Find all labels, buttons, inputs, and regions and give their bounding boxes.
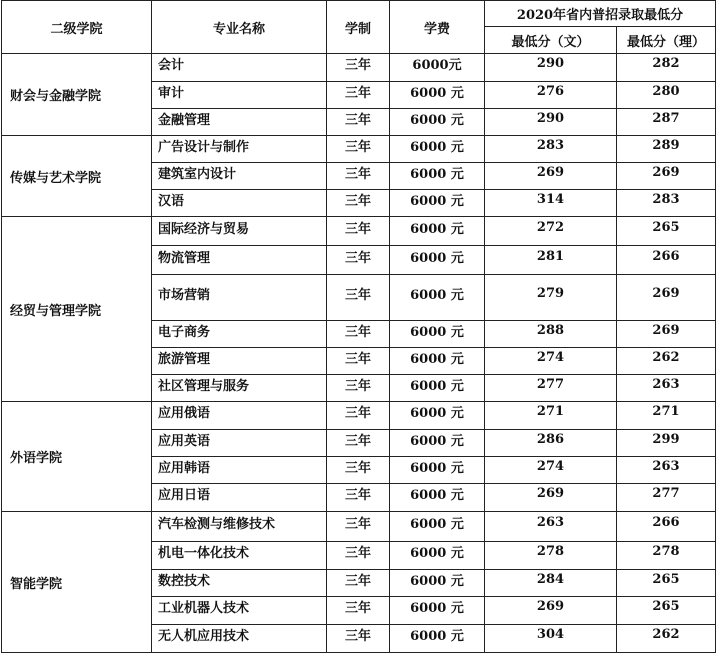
fee-cell-cell [390,246,485,275]
min-score-wen: 279 [536,286,565,301]
min-score-wen: 283 [536,137,565,153]
fee-cell: 6000 元 [410,601,464,616]
min-score-wen-cell [485,217,617,246]
years-cell-cell [327,402,390,430]
years-cell-cell [327,542,390,570]
min-score-wen-cell [485,512,617,542]
major-name-cell [152,457,327,484]
fee-cell-cell [390,430,485,457]
fee-cell-cell [390,217,485,246]
years-cell: 三年 [344,378,371,394]
major-name: 工业机器人技术 [158,601,250,616]
fee-cell-cell [390,348,485,375]
min-score-li: 283 [652,191,680,207]
fee-cell-cell [390,570,485,597]
years-cell-cell [327,136,390,163]
min-score-li-cell [617,484,716,512]
min-score-li: 269 [652,164,680,180]
header-college: 二级学院 [2,1,152,54]
fee-cell: 6000 元 [410,250,464,266]
major-name: 无人机应用技术 [158,629,250,644]
min-score-wen: 281 [536,248,565,264]
min-score-li-cell [617,163,716,190]
fee-cell: 6000 元 [410,139,464,155]
min-score-wen-cell [485,348,617,375]
years-cell: 三年 [344,546,371,561]
fee-cell: 6000 元 [410,629,464,644]
major-name: 社区管理与服务 [158,378,250,394]
fee-cell-cell [390,512,485,542]
fee-cell-cell [390,109,485,136]
college-name: 经贸与管理学院 [2,217,152,402]
min-score-li: 265 [652,571,680,587]
fee-cell: 6000 元 [410,351,464,367]
min-score-wen: 277 [536,376,565,392]
fee-cell: 6000元 [412,58,462,73]
min-score-li: 262 [652,349,680,365]
min-score-li-cell [617,402,716,430]
fee-cell-cell [390,457,485,484]
min-score-wen: 290 [536,110,565,126]
major-name: 国际经济与贸易 [158,221,250,237]
years-cell-cell [327,484,390,512]
fee-cell: 6000 元 [410,193,464,209]
fee-cell-cell [390,402,485,430]
min-score-wen: 269 [536,599,565,614]
min-score-wen-cell [485,82,617,109]
college-name: 财会与金融学院 [2,54,152,136]
years-cell: 三年 [344,460,371,476]
major-name-cell [152,375,327,402]
college-name: 传媒与艺术学院 [2,136,152,217]
major-name-cell [152,625,327,653]
min-score-li-cell [617,512,716,542]
table-row [2,54,716,82]
min-score-li: 263 [652,458,680,474]
years-cell-cell [327,348,390,375]
min-score-wen-cell [485,375,617,402]
years-cell: 三年 [344,406,371,421]
major-name-cell [152,512,327,542]
years-cell-cell [327,54,390,82]
table-row [2,136,716,163]
fee-cell-cell [390,542,485,570]
min-score-wen: 274 [536,458,565,474]
min-score-wen: 274 [536,349,565,365]
min-score-li: 287 [652,110,680,126]
college-name: 智能学院 [2,512,152,653]
major-name: 机电一体化技术 [158,546,250,561]
fee-cell: 6000 元 [410,460,464,476]
major-name-cell [152,321,327,348]
years-cell: 三年 [344,351,371,367]
min-score-wen: 286 [536,431,565,447]
fee-cell-cell [390,190,485,217]
major-name: 电子商务 [158,324,211,340]
fee-cell: 6000 元 [410,288,464,303]
min-score-wen: 288 [536,322,565,338]
min-score-wen-cell [485,430,617,457]
major-name-cell [152,54,327,82]
years-cell: 三年 [344,433,371,449]
years-cell: 三年 [344,193,371,209]
major-name-cell [152,136,327,163]
min-score-wen: 290 [536,56,565,71]
min-score-li-cell [617,570,716,597]
header-group-title: 2020年省内普招录取最低分 [485,1,716,27]
years-cell: 三年 [344,324,371,340]
major-name-cell [152,570,327,597]
min-score-wen-cell [485,321,617,348]
min-score-li: 277 [652,486,680,501]
min-score-li: 269 [652,322,680,338]
table-row [2,217,716,246]
major-name: 汽车检测与维修技术 [158,517,276,532]
major-name: 应用英语 [158,433,211,449]
min-score-wen-cell [485,597,617,625]
years-cell: 三年 [344,85,371,101]
years-cell-cell [327,82,390,109]
min-score-li: 278 [652,544,680,559]
fee-cell: 6000 元 [410,406,464,421]
fee-cell: 6000 元 [410,573,464,589]
years-cell: 三年 [344,112,371,128]
major-name: 建筑室内设计 [158,166,237,182]
major-name-cell [152,402,327,430]
header-major: 专业名称 [152,1,327,54]
major-name-cell [152,217,327,246]
min-score-wen-cell [485,109,617,136]
min-score-wen: 304 [536,627,565,642]
header-fee: 学费 [390,1,485,54]
min-score-li-cell [617,275,716,321]
fee-cell-cell [390,163,485,190]
major-name: 应用日语 [158,488,211,503]
min-score-li: 266 [652,515,680,530]
fee-cell-cell [390,625,485,653]
min-score-li: 262 [652,627,680,642]
min-score-wen-cell [485,402,617,430]
header-min-li: 最低分（理） [617,27,716,54]
major-name-cell [152,109,327,136]
fee-cell-cell [390,375,485,402]
years-cell-cell [327,625,390,653]
fee-cell-cell [390,54,485,82]
min-score-wen-cell [485,570,617,597]
min-score-li: 266 [652,248,680,264]
min-score-wen: 276 [536,83,565,99]
years-cell: 三年 [344,488,371,503]
major-name-cell [152,82,327,109]
major-name-cell [152,163,327,190]
fee-cell: 6000 元 [410,546,464,561]
table-row [2,512,716,542]
major-name-cell [152,597,327,625]
major-name: 广告设计与制作 [158,139,250,155]
min-score-li-cell [617,190,716,217]
years-cell-cell [327,321,390,348]
min-score-wen-cell [485,484,617,512]
major-name: 应用俄语 [158,406,211,421]
major-name: 审计 [158,85,185,101]
fee-cell: 6000 元 [410,221,464,237]
min-score-li: 282 [652,56,680,71]
years-cell: 三年 [344,573,371,589]
years-cell: 三年 [344,288,371,303]
min-score-wen-cell [485,542,617,570]
min-score-li-cell [617,457,716,484]
min-score-li: 265 [652,219,680,235]
min-score-li: 271 [652,404,680,419]
years-cell-cell [327,190,390,217]
major-name-cell [152,348,327,375]
fee-cell: 6000 元 [410,166,464,182]
min-score-wen-cell [485,625,617,653]
min-score-li-cell [617,348,716,375]
major-name-cell [152,542,327,570]
years-cell-cell [327,570,390,597]
major-name: 会计 [158,58,185,73]
min-score-li-cell [617,109,716,136]
min-score-wen-cell [485,275,617,321]
min-score-li: 265 [652,599,680,614]
major-name: 市场营销 [158,288,211,303]
years-cell: 三年 [344,139,371,155]
major-name-cell [152,190,327,217]
min-score-li-cell [617,375,716,402]
min-score-wen-cell [485,246,617,275]
major-name: 旅游管理 [158,351,211,367]
min-score-wen: 263 [536,515,565,530]
major-name-cell [152,484,327,512]
min-score-li-cell [617,246,716,275]
min-score-li-cell [617,136,716,163]
years-cell-cell [327,246,390,275]
fee-cell-cell [390,275,485,321]
min-score-li-cell [617,430,716,457]
min-score-li-cell [617,82,716,109]
fee-cell-cell [390,597,485,625]
fee-cell: 6000 元 [410,324,464,340]
major-name-cell [152,430,327,457]
min-score-wen-cell [485,54,617,82]
header-min-wen: 最低分（文） [485,27,617,54]
college-name: 外语学院 [2,402,152,512]
years-cell-cell [327,597,390,625]
years-cell-cell [327,512,390,542]
major-name: 金融管理 [158,112,211,128]
fee-cell: 6000 元 [410,517,464,532]
min-score-li: 280 [652,83,680,99]
fee-cell: 6000 元 [410,112,464,128]
years-cell: 三年 [344,58,371,73]
min-score-wen: 272 [536,219,565,235]
min-score-wen: 284 [536,571,565,587]
min-score-li-cell [617,597,716,625]
fee-cell: 6000 元 [410,433,464,449]
major-name: 应用韩语 [158,460,211,476]
min-score-li-cell [617,54,716,82]
min-score-li-cell [617,321,716,348]
min-score-li-cell [617,625,716,653]
major-name: 物流管理 [158,250,211,266]
min-score-wen-cell [485,190,617,217]
years-cell-cell [327,457,390,484]
min-score-li-cell [617,542,716,570]
header-years: 学制 [327,1,390,54]
years-cell-cell [327,109,390,136]
years-cell: 三年 [344,517,371,532]
years-cell-cell [327,430,390,457]
table-row [2,402,716,430]
min-score-wen-cell [485,457,617,484]
min-score-wen: 278 [536,544,565,559]
years-cell: 三年 [344,166,371,182]
table-body [2,54,716,653]
fee-cell: 6000 元 [410,378,464,394]
min-score-li: 263 [652,376,680,392]
min-score-wen: 269 [536,486,565,501]
min-score-wen-cell [485,163,617,190]
min-score-li: 299 [652,431,680,447]
major-name-cell [152,246,327,275]
min-score-wen-cell [485,136,617,163]
major-name-cell [152,275,327,321]
min-score-wen: 269 [536,164,565,180]
major-name: 汉语 [158,193,185,209]
years-cell-cell [327,375,390,402]
fee-cell: 6000 元 [410,488,464,503]
fee-cell: 6000 元 [410,85,464,101]
fee-cell-cell [390,321,485,348]
years-cell-cell [327,275,390,321]
min-score-wen: 271 [536,404,565,419]
years-cell-cell [327,217,390,246]
min-score-wen: 314 [536,191,565,207]
years-cell-cell [327,163,390,190]
years-cell: 三年 [344,629,371,644]
years-cell: 三年 [344,250,371,266]
admission-score-table [1,0,716,653]
min-score-li-cell [617,217,716,246]
major-name: 数控技术 [158,573,211,589]
fee-cell-cell [390,82,485,109]
years-cell: 三年 [344,601,371,616]
min-score-li: 289 [652,137,680,153]
years-cell: 三年 [344,221,371,237]
fee-cell-cell [390,484,485,512]
fee-cell-cell [390,136,485,163]
min-score-li: 269 [652,286,680,301]
